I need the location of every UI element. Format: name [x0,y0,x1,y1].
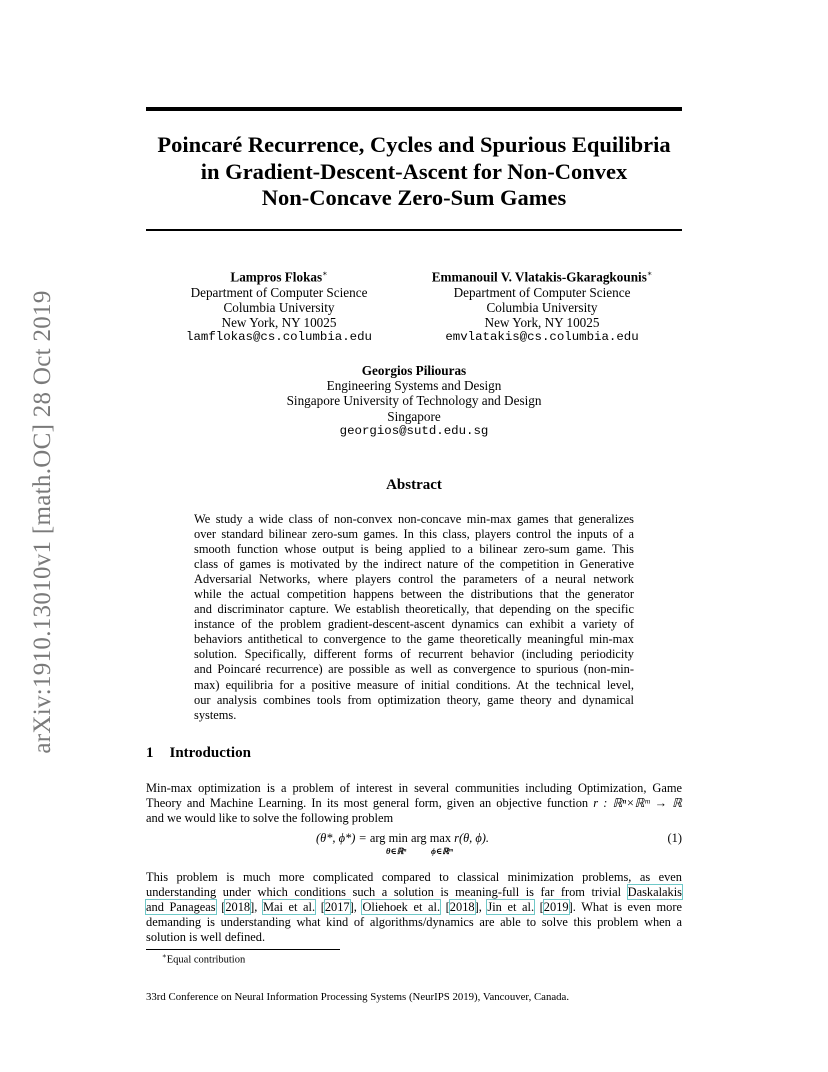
paper-title [120,132,708,212]
conference-note: 33rd Conference on Neural Information Processing Systems (NeurIPS 2019), Vancouver, Canada. [146,991,570,1003]
author-mark: ∗ [322,269,328,278]
citation-link[interactable]: Mai et al. [262,900,316,914]
title-top-rule [146,107,682,111]
equation-body [316,831,489,846]
equation-argmin: arg min [369,831,408,845]
abstract-line: while the actual competition happens between the distributions that the generator [194,587,634,602]
equation-argmax: arg max [411,831,452,845]
author-email: georgios@sutd.edu.sg [339,423,489,438]
citation-link[interactable]: Jin et al. [487,900,535,914]
author-name: Emmanouil V. Vlatakis-Gkaragkounis [431,269,647,285]
author-affiliation: Columbia University [486,299,598,315]
paragraph-line: solution is well defined. [146,930,266,944]
section-title: Introduction [169,745,251,761]
citation-link[interactable]: Oliehoek et al. [362,900,441,914]
abstract-line: behaviors antithetical to convergence to the game theoretically meaningful min-max [194,632,634,647]
section-heading [146,745,251,762]
paragraph-text: understanding under which conditions such a solution is meaning-full is far from trivial [146,885,628,899]
author-affiliation: Singapore University of Technology and Design [286,393,542,409]
paragraph-line: Min-max optimization is a problem of interest in several communities including Optimization, Game [146,781,682,795]
citation-year-link[interactable]: 2018 [449,900,475,914]
author-department: Department of Computer Science [453,284,631,300]
footnote [162,952,245,966]
author-location: New York, NY 10025 [221,315,337,330]
author-affiliation: Columbia University [223,299,335,315]
equation-1 [146,831,682,865]
abstract-body [194,512,634,723]
equation-subscript-max: ϕ∈ℝᵐ [431,846,453,856]
equation-lhs: (θ*, ϕ*) = [316,831,370,845]
paragraph-line: and we would like to solve the following problem [146,811,394,825]
equation-number: (1) [667,831,682,845]
paragraph-text: Theory and Machine Learning. In its most general form, given an objective function [146,796,594,810]
abstract-line: max) equilibria for a positive measure of initial conditions. At the technical level, [194,677,634,692]
author-name: Georgios Piliouras [361,363,467,378]
author-email: lamflokas@cs.columbia.edu [186,330,372,345]
paragraph-line: and Panageas [2018], Mai et al. [2017], Oliehoek et al. [2018], Jin et al. [2019]. What is even more [146,900,682,914]
abstract-line: Adversarial Networks, where players control the parameters of a neural network [194,572,634,587]
abstract-line: systems. [194,707,237,722]
paragraph-line [146,885,682,900]
footnote-text: Equal contribution [166,954,246,966]
paragraph-line: This problem is much more complicated compared to classical minimization problems, as even [146,870,682,884]
intro-paragraph [146,781,682,826]
title-line: Non-Concave Zero-Sum Games [261,185,567,210]
citation-link[interactable]: and Panageas [146,900,216,914]
abstract-line: class of games is motivated by the indirect nature of the competition in Generative [194,557,634,572]
citation-year-link[interactable]: 2018 [225,900,251,914]
footnote-mark: ∗ [162,952,167,960]
author-block-3 [214,363,614,439]
citation-year-link[interactable]: 2019 [543,900,569,914]
abstract-line: and discriminator capture. We establish theoretically, that depending on the specific [194,602,634,617]
paragraph-line: demanding is understanding what kind of algorithms/dynamics are able to solve this problem when a [146,915,682,929]
problem-paragraph [146,870,682,945]
author-block-1 [150,266,408,345]
equation-subscript-min: θ∈ℝⁿ [386,846,407,856]
author-location: New York, NY 10025 [484,315,600,330]
author-block-2 [392,266,692,345]
equation-rhs: r(θ, ϕ). [451,831,489,845]
title-line: Poincaré Recurrence, Cycles and Spurious Equilibria [157,132,671,157]
abstract-line: our analysis combines tools from optimization theory, game theory and dynamical [194,692,634,707]
author-mark: ∗ [646,269,653,278]
abstract-line: smooth function whose output is being applied to a bilinear zero-sum game. This [194,542,634,557]
author-email: emvlatakis@cs.columbia.edu [445,330,639,345]
abstract-line: instance of the problem gradient-descent-ascent dynamics can exhibit a variety of [194,617,634,632]
title-line: in Gradient-Descent-Ascent for Non-Convex [200,158,628,184]
paragraph-line [146,796,682,811]
author-location: Singapore [387,408,441,424]
author-department: Department of Computer Science [190,284,368,300]
paragraph-text: What is even more [581,900,682,914]
citation-year-link[interactable]: 2017 [324,900,350,914]
section-number: 1 [146,745,154,761]
author-name: Lampros Flokas [230,269,323,285]
title-bottom-rule [146,229,682,231]
author-department: Engineering Systems and Design [326,378,502,394]
citation-link[interactable]: Daskalakis [627,885,682,899]
abstract-line: and Poincaré recurrence) are possible as well as convergence to spurious (non-min- [194,662,634,677]
footnote-rule [146,949,340,950]
abstract-line: over standard bilinear zero-sum games. In this class, players control the inputs of a [194,527,634,542]
abstract-line: We study a wide class of non-convex non-concave min-max games that generalizes [194,512,634,526]
inline-math: r : ℝⁿ×ℝᵐ → ℝ [593,796,682,810]
abstract-line: solution. Specifically, different forms of recurrent behavior (including periodicity [194,647,634,662]
abstract-heading: Abstract [386,477,442,493]
arxiv-identifier [28,268,58,776]
arxiv-identifier-text: arXiv:1910.13010v1 [math.OC] 28 Oct 2019 [29,290,56,754]
